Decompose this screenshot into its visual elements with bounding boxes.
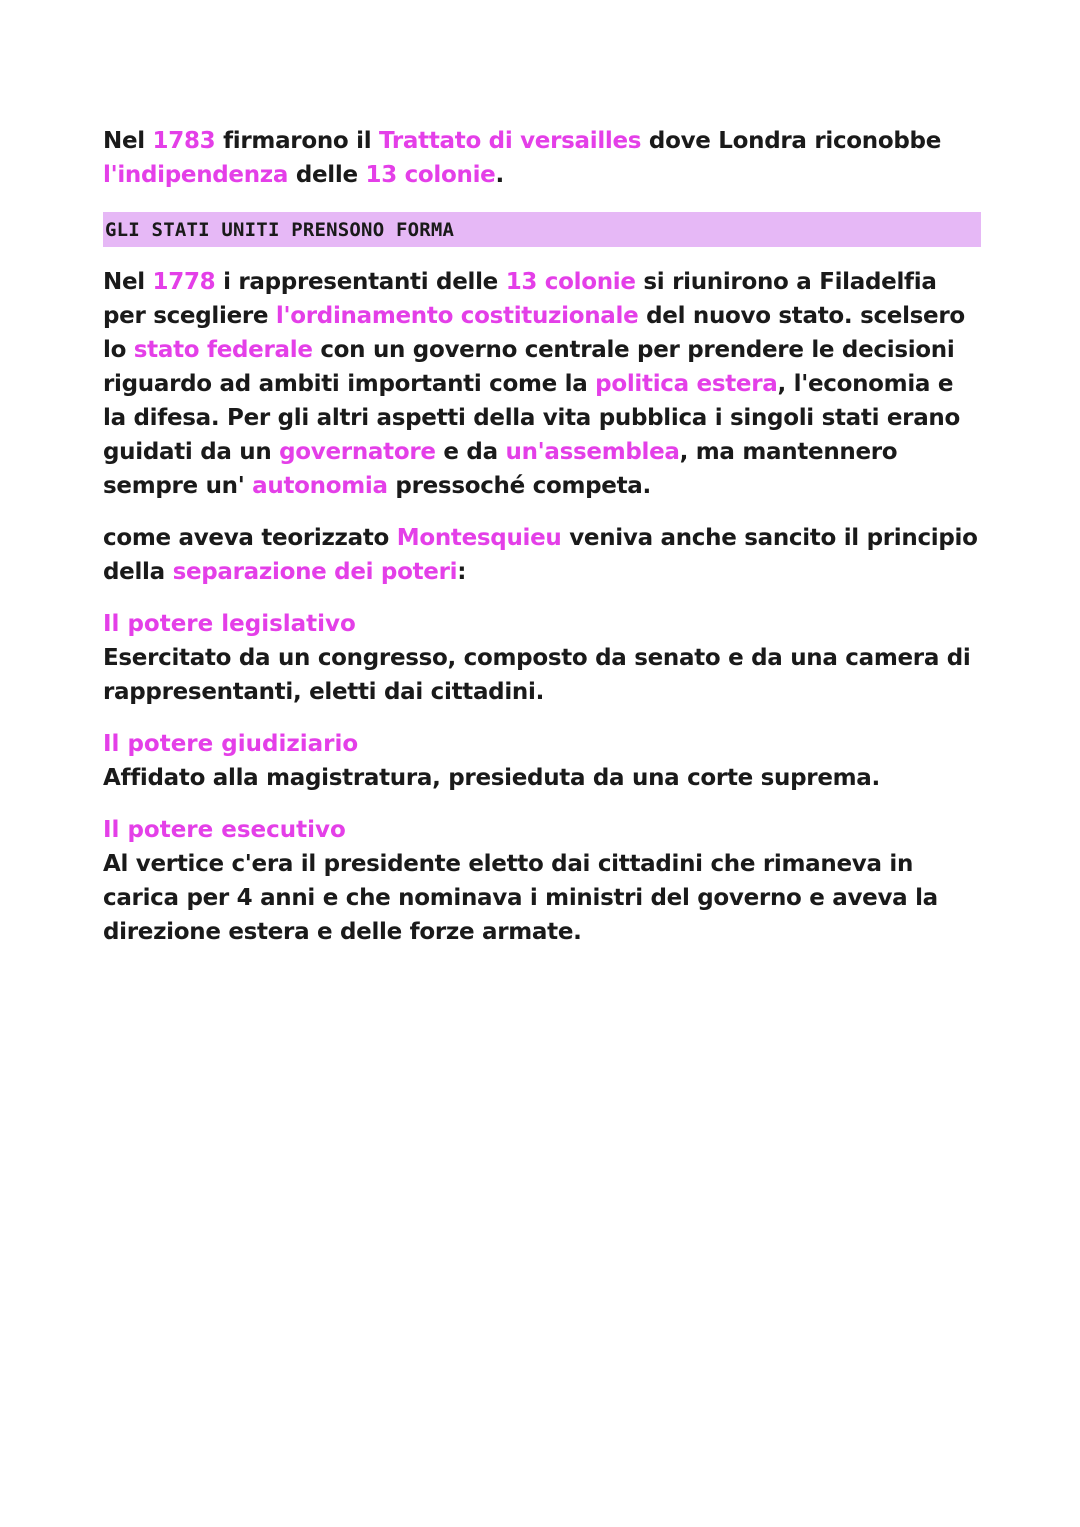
highlight-foreign-policy: politica estera [595, 371, 778, 397]
power-title: Il potere legislativo [103, 611, 356, 637]
highlight-federal-state: stato federale [133, 337, 313, 363]
power-text: Esercitato da un congresso, composto da senato e da una camera di rappresentanti, eletti dai cittadini. [103, 645, 971, 705]
spacer [103, 589, 983, 607]
power-title: Il potere esecutivo [103, 817, 346, 843]
power-executive [103, 813, 983, 949]
spacer [103, 709, 983, 727]
spacer [103, 795, 983, 813]
paragraph-treaty [103, 124, 983, 192]
document [103, 124, 983, 949]
text: : [457, 559, 467, 585]
highlight-year: 1778 [152, 269, 216, 295]
power-title: Il potere giudiziario [103, 731, 359, 757]
text: dove Londra riconobbe [641, 128, 942, 154]
text: del nuovo stato. scelsero lo [103, 303, 965, 363]
text: , ma mantennero sempre un' [103, 439, 898, 499]
text: delle [288, 162, 366, 188]
highlight-separation: separazione dei poteri [172, 559, 458, 585]
text: si riunirono a Filadelfia per scegliere [103, 269, 937, 329]
text: e da [435, 439, 506, 465]
power-judiciary [103, 727, 983, 795]
text: Nel [103, 128, 153, 154]
text: con un governo centrale per prendere le decisioni riguardo ad ambiti importanti come la [103, 337, 955, 397]
paragraph-constitution [103, 265, 983, 503]
power-text: Al vertice c'era il presidente eletto dai cittadini che rimaneva in carica per 4 anni e che nominava i ministri del governo e aveva la direzione estera e delle forze armate. [103, 851, 938, 945]
text: come aveva teorizzato [103, 525, 397, 551]
highlight-independence: l'indipendenza [103, 162, 289, 188]
highlight-year: 1783 [152, 128, 216, 154]
text: veniva anche sancito il principio della [103, 525, 978, 585]
paragraph-separation [103, 521, 983, 589]
power-legislative [103, 607, 983, 709]
text: , l'economia e la difesa. Per gli altri aspetti della vita pubblica i singoli stati erano guidati da un [103, 371, 961, 465]
text: pressoché competa. [387, 473, 651, 499]
highlight-treaty: Trattato di versailles [379, 128, 642, 154]
highlight-autonomy: autonomia [252, 473, 388, 499]
spacer [103, 503, 983, 521]
section-heading-text: GLI STATI UNITI PRENSONO FORMA [105, 218, 455, 241]
highlight-constitutional-order: l'ordinamento costituzionale [275, 303, 639, 329]
power-text: Affidato alla magistratura, presieduta da una corte suprema. [103, 765, 880, 791]
text: firmarono il [215, 128, 380, 154]
section-heading [103, 212, 981, 247]
highlight-governor: governatore [279, 439, 436, 465]
highlight-colonies: 13 colonie [365, 162, 496, 188]
highlight-montesquieu: Montesquieu [396, 525, 562, 551]
text: i rappresentanti delle [215, 269, 506, 295]
highlight-assembly: un'assemblea [505, 439, 680, 465]
text: . [495, 162, 504, 188]
text: Nel [103, 269, 153, 295]
highlight-colonies: 13 colonie [505, 269, 636, 295]
